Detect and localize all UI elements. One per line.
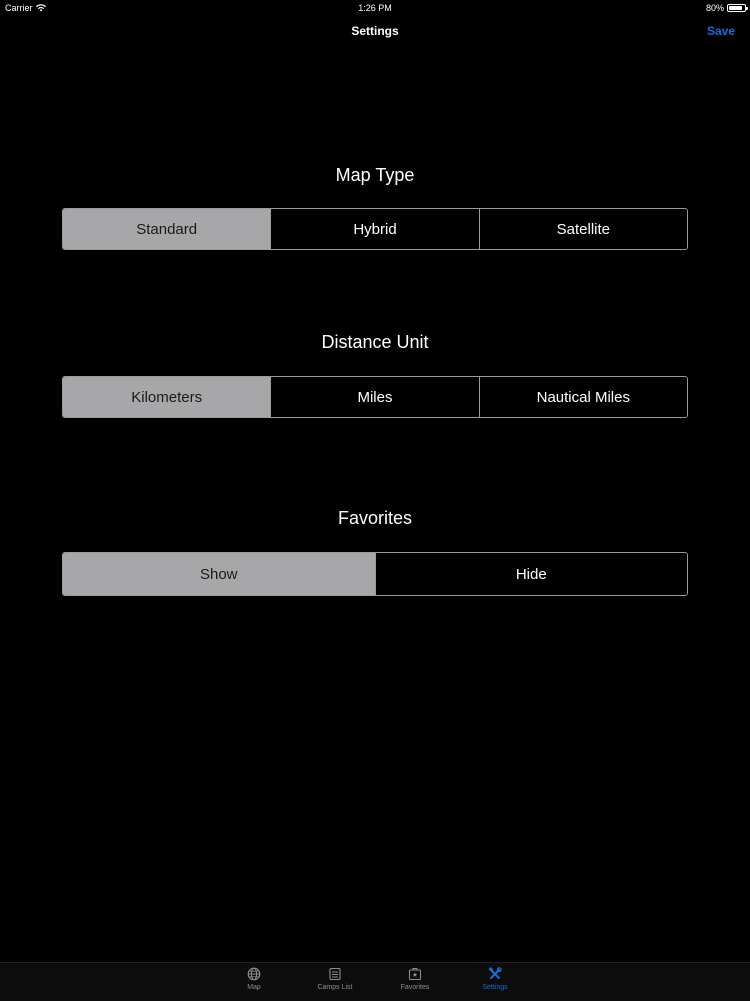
tab-camps-list-label: Camps List	[317, 984, 353, 991]
tab-map-label: Map	[247, 984, 261, 991]
tab-settings[interactable]	[455, 967, 535, 991]
segment-hybrid[interactable]: Hybrid	[270, 209, 478, 249]
tab-bar	[0, 962, 750, 1001]
segment-kilometers[interactable]: Kilometers	[63, 377, 270, 417]
carrier-label: Carrier	[5, 3, 33, 13]
favorites-title: Favorites	[337, 508, 413, 528]
distance-unit-segmented-control	[62, 376, 688, 418]
list-icon	[328, 967, 342, 981]
tab-camps-list[interactable]	[295, 967, 375, 991]
segment-hide[interactable]: Hide	[375, 553, 688, 595]
page-title: Settings	[351, 24, 399, 38]
tab-settings-label: Settings	[482, 984, 508, 991]
save-button[interactable]: Save	[706, 24, 735, 38]
tab-map[interactable]	[214, 967, 294, 991]
tools-icon	[488, 967, 502, 981]
battery-icon	[727, 4, 746, 12]
segment-nautical-miles[interactable]: Nautical Miles	[479, 377, 687, 417]
segment-miles[interactable]: Miles	[270, 377, 478, 417]
tab-favorites-label: Favorites	[400, 984, 430, 991]
globe-icon	[247, 967, 261, 981]
tab-favorites[interactable]	[375, 967, 455, 991]
status-bar	[0, 0, 750, 16]
battery-percent: 80%	[705, 3, 724, 13]
segment-satellite[interactable]: Satellite	[479, 209, 687, 249]
segment-show[interactable]: Show	[63, 553, 375, 595]
segment-standard[interactable]: Standard	[63, 209, 270, 249]
status-right	[706, 3, 746, 13]
clock: 1:26 PM	[358, 3, 392, 13]
map-type-segmented-control	[62, 208, 688, 250]
favorites-icon	[408, 967, 422, 981]
map-type-title: Map Type	[335, 165, 415, 185]
favorites-segmented-control	[62, 552, 688, 596]
distance-unit-title: Distance Unit	[321, 332, 429, 352]
navigation-bar	[0, 16, 750, 46]
